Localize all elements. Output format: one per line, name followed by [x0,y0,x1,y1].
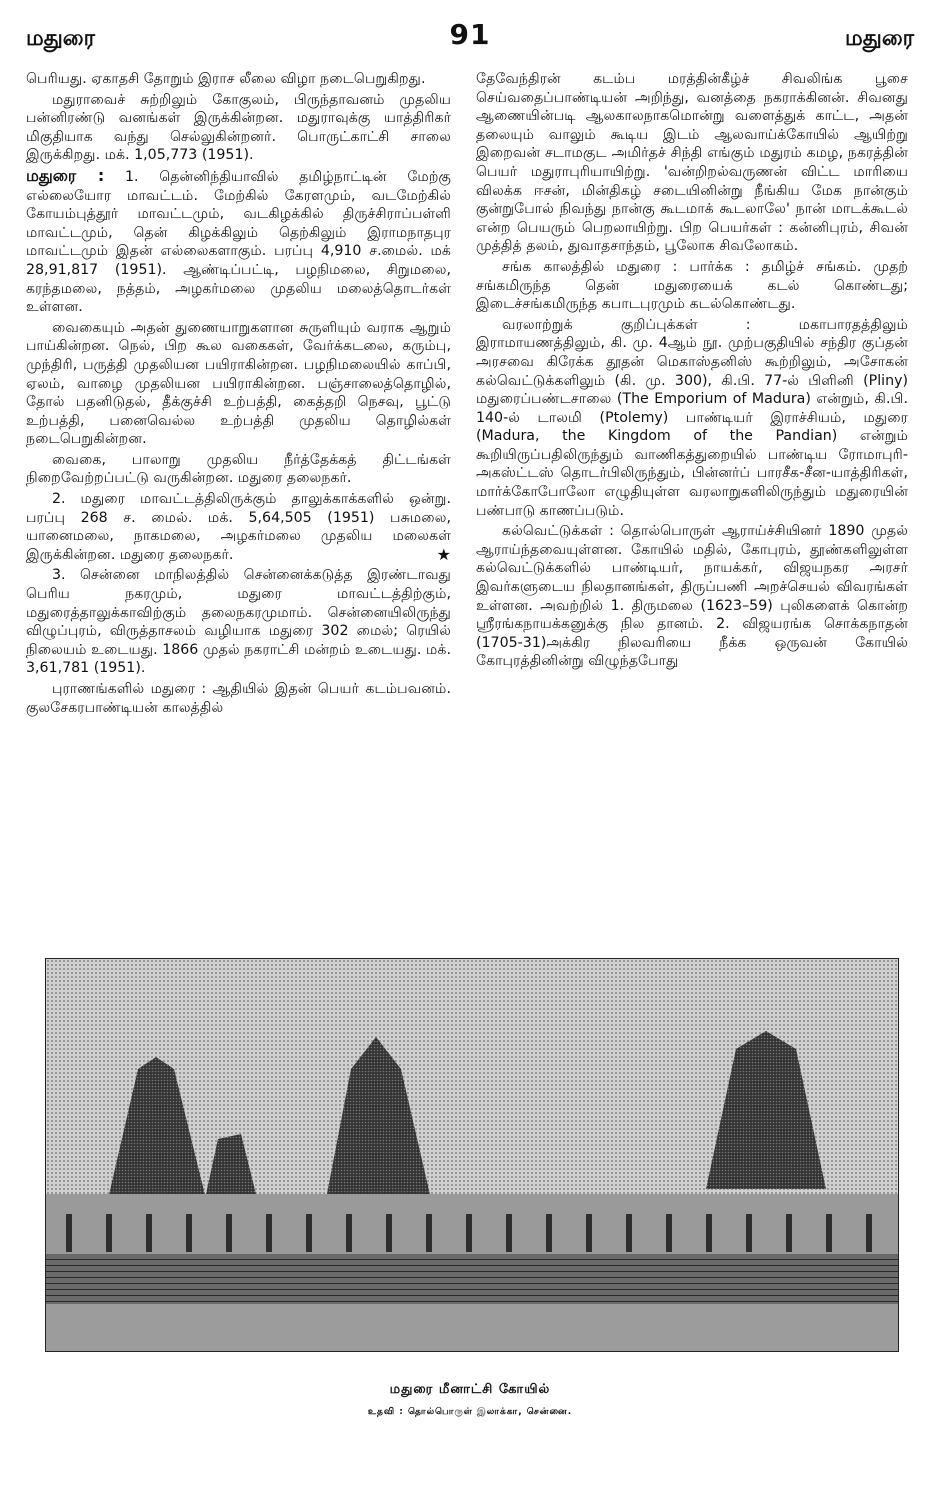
paragraph: வரலாற்றுக் குறிப்புக்கள் : மகாபாரதத்திலும் இராமாயணத்திலும், கி. மு. 4ஆம் நூ. முற்பகுதியில் சந்திர குப்தன் அரசவை கிரேக்க தூதன் மெகாஸ்தனிஸ் கூற்றிலும், அசோகன் கல்வெட்டுக்களிலும் (கி. மு. 300), கி.பி. 77-ல் பிளினி (Pliny) மதுரைப்பண்டசாலை (The Emporium of Madura) என்றும், கி.பி. 140-ல் டாலமி (Ptolemy) பாண்டியர் இராச்சியம், மதுரை (Madura, the Kingdom of the Pandian) என்றும் கூறியிருப்பதிலிருந்தும் வாணிகத்துறையில் பாண்டிய ரோமாபுரி-அகஸ்ட்டஸ் தொடர்பிலிருந்தும், பின்னர்ப் பாரசீக-சீன-யாத்திரிகள், மார்க்கோபோலோ எழுதியுள்ள வரலாறுகளிலிருந்தும் மதுரையின் பண்பாடு காணப்படும். [476,316,908,519]
temple-photograph [45,958,899,1352]
right-column [476,70,908,940]
paragraph: வைகையும் அதன் துணையாறுகளான சுருளியும் வராக ஆறும் பாய்கின்றன. நெல், பிற கூல வகைகள், வேர்க்கடலை, கரும்பு, முந்திரி, பருத்தி முதலியன பயிராகின்றன. பழநிமலையில் காப்பி, ஏலம், வாழை முதலியன பயிராகின்றன. பஞ்சாலைத்தொழில், தோல் பதனிடுதல், தீக்குச்சி உற்பத்தி, கைத்தறி நெசவு, பூட்டு உற்பத்தி, பனைவெல்ல உற்பத்தி முதலிய தொழில்கள் நடைபெறுகின்றன. [26,319,451,448]
paragraph: தேவேந்திரன் கடம்ப மரத்தின்கீழ்ச் சிவலிங்க பூசை செய்வதைப்பாண்டியன் அறிந்து, வனத்தை நகராக்கினன். சிவனது ஆணையின்படி ஆலகாலநாகமொன்று வளைத்துக் காட்ட, அதன் தலையும் வாலும் கூடிய இடம் ஆலவாய்க்கோயில் ஆயிற்று இறைவன் சடாமகுட அமிர்தச் சிந்தி எங்கும் மதுரம் கமழ, நகரத்தின் பெயர் மதுராபுரியாயிற்று. 'வன்றிறல்வருணன் விட்ட மாரியை விலக்க ஈசன், மின்திகழ் சடையினின்று நீங்கிய மேக நான்கும் குன்றுபோல் நிவந்து நான்கு கூடமாக் கூடலாலே' நான் மாடக்கூடல் என்ற பெயரும் பெறலாயிற்று. பிற பெயர்கள் : கன்னிபுரம், சிவன் முத்தித் தலம், துவாதசாந்தம், பூலோக சிவலோகம். [476,71,908,255]
text-columns [26,70,914,940]
header-right-title: மதுரை [845,26,914,51]
star-icon: ★ [436,544,451,564]
paragraph: சங்க காலத்தில் மதுரை : பார்க்க : தமிழ்ச் சங்கம். முதற் சங்கமிருந்த தென் மதுரையைக் கடல் கொண்டது; இடைச்சங்கமிருந்த கபாடபுரமும் கடல்கொண்டது. [476,258,908,313]
page-header [26,18,914,58]
paragraph: கல்வெட்டுக்கள் : தொல்பொருள் ஆராய்ச்சியினர் 1890 முதல் ஆராய்ந்தவையுள்ளன. கோயில் மதில், கோபுரம், தூண்களிலுள்ள கல்வெட்டுக்களில் பாண்டியர், நாயக்கர், விஜயநகர அரசர் இவர்களுடைய நிலதானங்கள், திருப்பணி அறச்செயல் விவரங்கள் உள்ளன. அவற்றில் 1. திருமலை (1623–59) புலிகளைக் கொன்ற ஸ்ரீரங்கநாயக்கனுக்கு நில தானம். 2. விஜயரங்க சொக்கநாதன் (1705-31)அக்கிர நிலவரியை நீக்க ஒருவன் கோயில் கோபுரத்தினின்று விழுந்தபோது [476,523,908,670]
paragraph: மதுராவைச் சுற்றிலும் கோகுலம், பிருந்தாவனம் முதலிய பன்னிரண்டு வனங்கள் இருக்கின்றன. மதுராவுக்கு யாத்திரிகர் மிகுதியாக வந்து செல்லுகின்றனர். பொருட்காட்சி சாலை இருக்கிறது. மக். 1,05,773 (1951). [26,91,451,164]
paragraph-entry [26,167,451,317]
paragraph: வைகை, பாலாறு முதலிய நீர்த்தேக்கத் திட்டங்கள் நிறைவேற்றப்பட்டு வருகின்றன. மதுரை தலைநகர். [26,451,451,487]
figure-credit: உதவி : தொல்பொருள் இலாக்கா, சென்னை. [367,1407,573,1417]
figure-caption: மதுரை மீனாட்சி கோயில் [389,1382,551,1397]
page-number: 91 [449,18,491,51]
header-left-title: மதுரை [26,26,95,51]
entry-text: 1. தென்னிந்தியாவில் தமிழ்நாட்டின் மேற்கு எல்லையோர மாவட்டம். மேற்கில் கேரளமும், வடமேற்கில் கோயம்புத்தூர் மாவட்டமும், வடகிழக்கில் திருச்சிராப்பள்ளி மாவட்டமும், தென் கிழக்கிலும் தெற்கிலும் இராமநாதபுர மாவட்டமும் இதன் எல்லைகளாகும். பரப்பு 4,910 ச.மைல். மக் 28,91,817 (1951). ஆண்டிப்பட்டி, பழநிமலை, சிறுமலை, கரந்தமலை, நத்தம், அழகர்மலை முதலிய மலைத்தொடர்கள் உள்ளன. [26,168,451,316]
left-column [26,70,451,940]
paragraph [26,490,451,564]
entry-heading: மதுரை : [26,165,105,185]
paragraph-text: 2. மதுரை மாவட்டத்திலிருக்கும் தாலுக்காக்களில் ஒன்று. பரப்பு 268 ச. மைல். மக். 5,64,505 (1951) பசுமலை, யானைமலை, நாகமலை, அழகர்மலை முதலிய மலைகள் இருக்கின்றன. மதுரை தலைநகர். [26,491,451,563]
paragraph: புராணங்களில் மதுரை : ஆதியில் இதன் பெயர் கடம்பவனம். குலசேகரபாண்டியன் காலத்தில் [26,681,451,716]
temple-photo-illustration [46,959,898,1351]
paragraph: பெரியது. ஏகாதசி தோறும் இராச லீலை விழா நடைபெறுகிறது. [26,71,426,87]
paragraph: 3. சென்னை மாநிலத்தில் சென்னைக்கடுத்த இரண்டாவது பெரிய நகரமும், மதுரை மாவட்டத்திற்கும், மதுரைத்தாலுக்காவிற்கும் தலைநகரமுமாம். சென்னையிலிருந்து விழுப்புரம், விருத்தாசலம் வழியாக மதுரை 302 மைல்; ரெயில் நிலையம் உடையது. 1866 முதல் நகராட்சி மன்றம் உடையது. மக். 3,61,781 (1951). [26,567,451,677]
